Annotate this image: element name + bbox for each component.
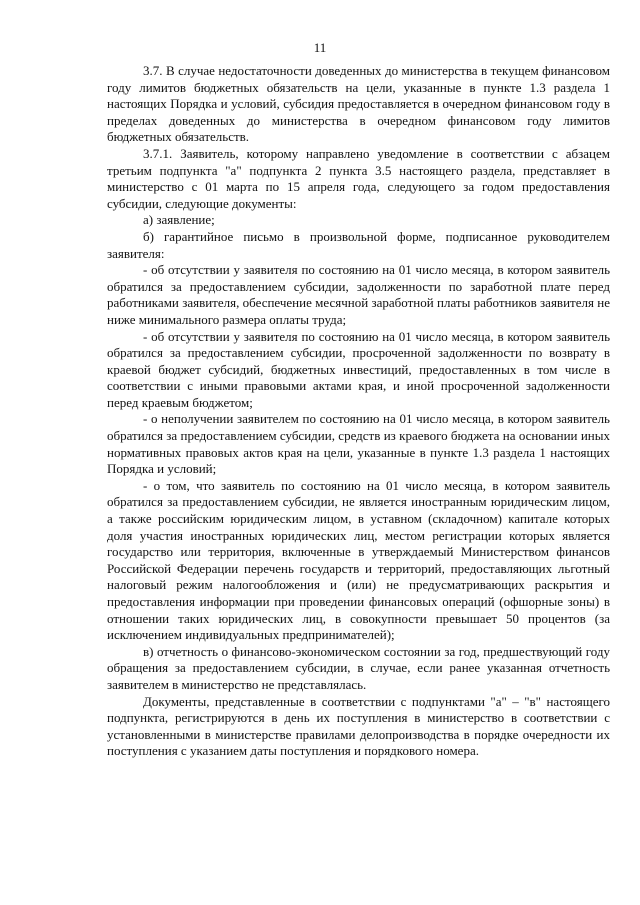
paragraph-3-7: 3.7. В случае недостаточности доведенных до министерства в текущем финансовом году лимитов бюджетных обязательств на цели, указанные в пункте 1.3 раздела 1 настоящих Порядка и условий, субсидия предоставляется в очередном финансовом году в пределах доведенных до министерства в очередном финансовом году лимитов бюджетных обязательств. — [107, 63, 610, 145]
paragraph-3-7-1: 3.7.1. Заявитель, которому направлено уведомление в соответствии с абзацем третьим подпункта "а" подпункта 2 пункта 3.5 настоящего раздела, представляет в министерство с 01 марта по 15 апреля года, следующего за годом предоставления субсидии, следующие документы: — [107, 145, 610, 211]
document-body — [107, 63, 610, 760]
bullet-item-not-foreign-entity: - о том, что заявитель по состоянию на 01 число месяца, в котором заявитель обратился за предоставлением субсидии, не является иностранным юридическим лицом, а также российским юридическим лицом, в уставном (складочном) капитале которых доля участия иностранных юридических лиц, местом регистрации которых является государство или территория, включенные в утверждаемый Министерством финансов Российской Федерации перечень государств и территорий, предоставляющих льготный налоговый режим налогообложения и (или) не предусматривающих раскрытия и предоставления информации при проведении финансовых операций (офшорные зоны) в отношении таких юридических лиц, в совокупности превышает 50 процентов (за исключением индивидуальных предпринимателей); — [107, 477, 610, 643]
paragraph-registration: Документы, представленные в соответствии с подпунктами "а" – "в" настоящего подпункта, регистрируются в день их поступления в министерство в соответствии с установленными в министерстве правилами делопроизводства в порядке очередности их поступления с указанием даты поступления и порядкового номера. — [107, 693, 610, 759]
bullet-item-salary-debt: - об отсутствии у заявителя по состоянию на 01 число месяца, в котором заявитель обратился за предоставлением субсидии, задолженности по заработной плате перед работниками заявителя, обеспечение месячной заработной платы работников заявителя не ниже минимального размера оплаты труда; — [107, 262, 610, 327]
list-item-b: б) гарантийное письмо в произвольной форме, подписанное руководителем заявителя: — [107, 228, 610, 261]
page-number: 11 — [313, 40, 327, 55]
list-item-v: в) отчетность о финансово-экономическом состоянии за год, предшествующий году обращения за предоставлением субсидии, в случае, если ранее указанная отчетность заявителем в министерство не представлялась. — [107, 643, 610, 692]
list-item-a: а) заявление; — [143, 212, 215, 228]
bullet-item-overdue-debt: - об отсутствии у заявителя по состоянию на 01 число месяца, в котором заявитель обратился за предоставлением субсидии, просроченной задолженности по возврату в краевой бюджет субсидий, бюджетных инвестиций, предоставленных в том числе в соответствии с иными правовыми актами края, и иной просроченной задолженности перед краевым бюджетом; — [107, 328, 610, 410]
bullet-item-no-other-funds: - о неполучении заявителем по состоянию на 01 число месяца, в котором заявитель обратился за предоставлением субсидии, средств из краевого бюджета на основании иных нормативных правовых актов края на цели, указанные в пункте 1.3 раздела 1 настоящих Порядка и условий; — [107, 411, 610, 477]
